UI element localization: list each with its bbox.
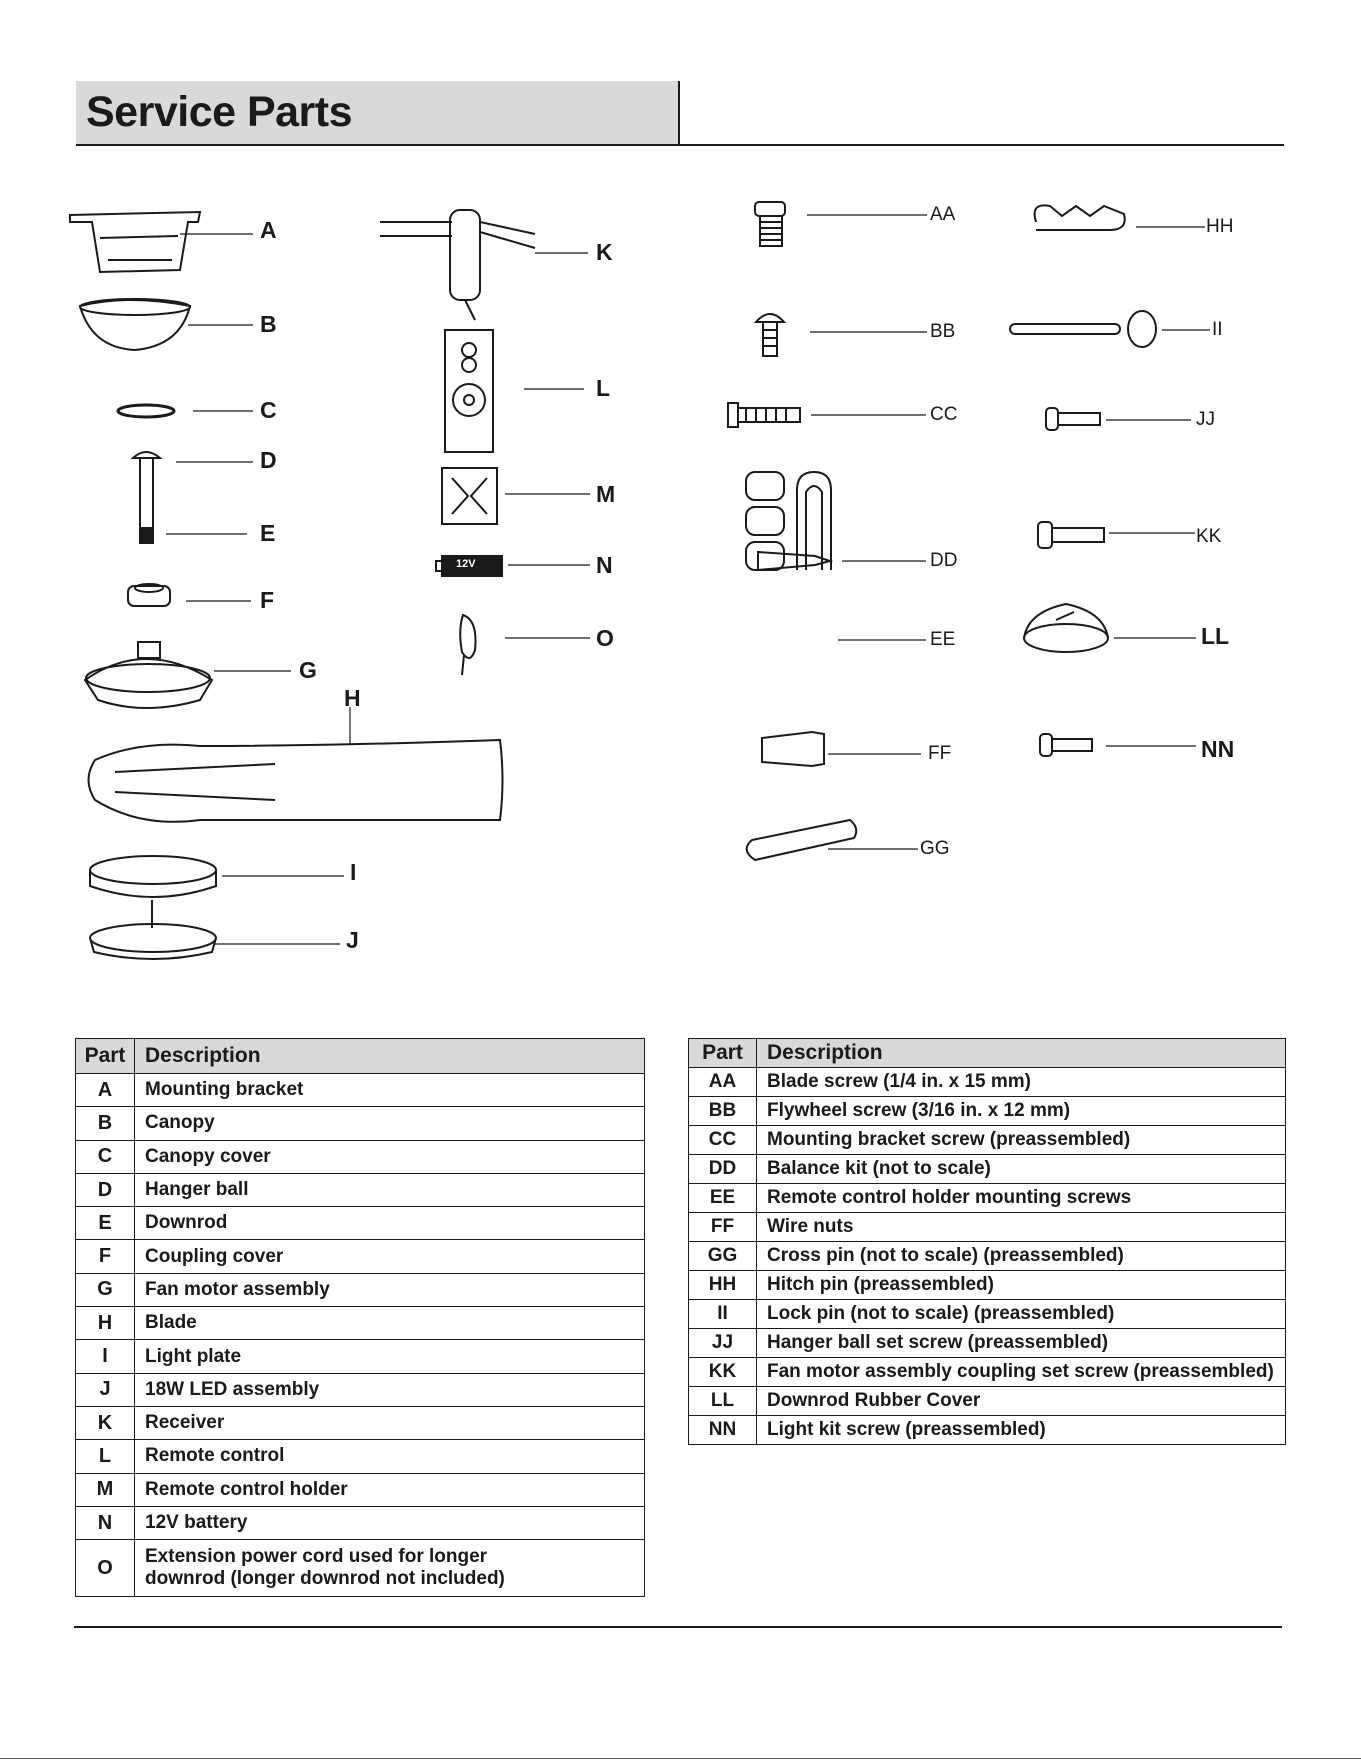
hanger-set-screw-drawing xyxy=(1046,408,1058,430)
table-row xyxy=(689,1068,1286,1097)
light-kit-screw-drawing xyxy=(1040,734,1052,756)
part-description: Mounting bracket screw (preassembled) xyxy=(757,1126,1286,1155)
label-A: A xyxy=(260,217,277,243)
header-part: Part xyxy=(689,1039,757,1068)
table-row xyxy=(689,1097,1286,1126)
fan-motor-drawing xyxy=(85,659,212,708)
parts-drawing xyxy=(0,160,1361,990)
label-DD: DD xyxy=(930,550,958,571)
part-code: CC xyxy=(689,1126,757,1155)
part-description-line2: downrod (longer downrod not included) xyxy=(145,1568,505,1590)
part-description: Cross pin (not to scale) (preassembled) xyxy=(757,1242,1286,1271)
part-code: II xyxy=(689,1300,757,1329)
part-code: LL xyxy=(689,1387,757,1416)
part-description: Downrod Rubber Cover xyxy=(757,1387,1286,1416)
part-description: Light plate xyxy=(135,1340,645,1373)
table-row xyxy=(689,1271,1286,1300)
label-I: I xyxy=(350,859,357,885)
table-row xyxy=(76,1373,645,1406)
table-header-row xyxy=(689,1039,1286,1068)
table-row xyxy=(76,1240,645,1273)
receiver-drawing xyxy=(450,210,480,300)
part-code: AA xyxy=(689,1068,757,1097)
rubber-cover-drawing xyxy=(1024,624,1108,652)
part-description: Receiver xyxy=(135,1406,645,1439)
part-code: N xyxy=(76,1506,135,1539)
table-row xyxy=(689,1300,1286,1329)
table-row xyxy=(76,1473,645,1506)
label-E: E xyxy=(260,520,276,546)
table-row xyxy=(689,1358,1286,1387)
part-code: H xyxy=(76,1307,135,1340)
label-K: K xyxy=(596,239,613,265)
mounting-bracket-drawing xyxy=(70,212,200,272)
part-description: Fan motor assembly coupling set screw (preassembled) xyxy=(757,1358,1286,1387)
lock-pin-drawing xyxy=(1010,324,1120,334)
coupling-set-screw-drawing xyxy=(1038,522,1052,548)
table-row xyxy=(689,1126,1286,1155)
table-row xyxy=(689,1213,1286,1242)
label-C: C xyxy=(260,397,277,423)
extension-cord-drawing xyxy=(460,615,475,675)
blade-screw-drawing xyxy=(755,202,785,216)
label-CC: CC xyxy=(930,404,958,425)
table-row xyxy=(76,1440,645,1473)
table-row xyxy=(76,1107,645,1140)
label-J: J xyxy=(346,927,359,953)
blade-drawing xyxy=(89,740,503,822)
part-description: Canopy xyxy=(135,1107,645,1140)
label-EE: EE xyxy=(930,629,956,650)
part-code: K xyxy=(76,1406,135,1439)
part-description: Mounting bracket xyxy=(135,1074,645,1107)
part-code: DD xyxy=(689,1155,757,1184)
part-description: Remote control xyxy=(135,1440,645,1473)
label-HH: HH xyxy=(1206,216,1234,237)
part-description: Light kit screw (preassembled) xyxy=(757,1416,1286,1445)
table-row xyxy=(689,1155,1286,1184)
part-code: G xyxy=(76,1273,135,1306)
canopy-drawing xyxy=(80,300,190,350)
table-row xyxy=(689,1242,1286,1271)
part-description: Balance kit (not to scale) xyxy=(757,1155,1286,1184)
part-description-line1: Extension power cord used for longer xyxy=(145,1546,488,1568)
part-code: FF xyxy=(689,1213,757,1242)
header-description: Description xyxy=(135,1039,645,1074)
part-code: JJ xyxy=(689,1329,757,1358)
label-AA: AA xyxy=(930,204,956,225)
hitch-pin-drawing xyxy=(1035,205,1125,230)
label-II: II xyxy=(1212,319,1223,340)
part-description: Hitch pin (preassembled) xyxy=(757,1271,1286,1300)
remote-control-drawing xyxy=(445,330,493,452)
label-G: G xyxy=(299,657,317,683)
table-row xyxy=(689,1387,1286,1416)
label-H: H xyxy=(344,685,361,711)
part-description: Blade xyxy=(135,1307,645,1340)
part-code: NN xyxy=(689,1416,757,1445)
balance-kit-drawing xyxy=(746,472,784,500)
part-description: Hanger ball set screw (preassembled) xyxy=(757,1329,1286,1358)
part-code: M xyxy=(76,1473,135,1506)
cross-pin-drawing xyxy=(747,820,857,860)
table-row xyxy=(76,1307,645,1340)
table-row xyxy=(76,1506,645,1539)
part-description: Downrod xyxy=(135,1207,645,1240)
part-description: 12V battery xyxy=(135,1506,645,1539)
footer-rule xyxy=(74,1626,1282,1628)
label-F: F xyxy=(260,587,275,613)
part-description: Remote control holder xyxy=(135,1473,645,1506)
part-description: Lock pin (not to scale) (preassembled) xyxy=(757,1300,1286,1329)
table-row xyxy=(76,1273,645,1306)
part-description: 18W LED assembly xyxy=(135,1373,645,1406)
light-plate-drawing xyxy=(90,856,216,884)
part-code: EE xyxy=(689,1184,757,1213)
receiver-wires xyxy=(380,222,535,248)
part-code: E xyxy=(76,1207,135,1240)
part-description: Blade screw (1/4 in. x 15 mm) xyxy=(757,1068,1286,1097)
part-description: Wire nuts xyxy=(757,1213,1286,1242)
label-JJ: JJ xyxy=(1196,409,1215,430)
part-description: Fan motor assembly xyxy=(135,1273,645,1306)
label-M: M xyxy=(596,481,616,507)
part-code: F xyxy=(76,1240,135,1273)
table-header-row xyxy=(76,1039,645,1074)
table-row xyxy=(76,1540,645,1597)
label-FF: FF xyxy=(928,743,952,764)
part-code: D xyxy=(76,1173,135,1206)
parts-table-left xyxy=(75,1038,645,1597)
label-KK: KK xyxy=(1196,526,1222,547)
part-description: Remote control holder mounting screws xyxy=(757,1184,1286,1213)
part-description: Hanger ball xyxy=(135,1173,645,1206)
table-row xyxy=(76,1340,645,1373)
part-code: C xyxy=(76,1140,135,1173)
part-description xyxy=(135,1540,645,1597)
header-rule xyxy=(76,144,1284,146)
part-code: A xyxy=(76,1074,135,1107)
page-bottom-edge xyxy=(0,1758,1361,1759)
label-GG: GG xyxy=(920,838,950,859)
part-code: HH xyxy=(689,1271,757,1300)
table-row xyxy=(76,1207,645,1240)
label-NN: NN xyxy=(1201,736,1235,762)
page-title: Service Parts xyxy=(86,88,353,136)
battery-label: 12V xyxy=(456,558,476,570)
bracket-screw-drawing xyxy=(728,403,738,427)
header-part: Part xyxy=(76,1039,135,1074)
part-description: Flywheel screw (3/16 in. x 12 mm) xyxy=(757,1097,1286,1126)
part-code: B xyxy=(76,1107,135,1140)
part-code: I xyxy=(76,1340,135,1373)
table-row xyxy=(689,1416,1286,1445)
table-row xyxy=(76,1406,645,1439)
label-BB: BB xyxy=(930,321,956,342)
part-code: BB xyxy=(689,1097,757,1126)
parts-table-right xyxy=(688,1038,1286,1445)
wire-nut-drawing xyxy=(762,732,824,766)
table-row xyxy=(689,1184,1286,1213)
holder-screw-drawing xyxy=(758,552,830,570)
parts-illustration xyxy=(0,160,1361,990)
part-code: GG xyxy=(689,1242,757,1271)
label-L: L xyxy=(596,375,611,401)
label-LL: LL xyxy=(1201,623,1230,649)
label-D: D xyxy=(260,447,277,473)
flywheel-screw-drawing xyxy=(756,314,784,322)
part-code: O xyxy=(76,1540,135,1597)
led-assembly-drawing xyxy=(90,924,216,952)
label-N: N xyxy=(596,552,613,578)
label-O: O xyxy=(596,625,614,651)
label-B: B xyxy=(260,311,277,337)
table-row xyxy=(76,1140,645,1173)
part-code: KK xyxy=(689,1358,757,1387)
table-row xyxy=(76,1074,645,1107)
table-row xyxy=(76,1173,645,1206)
part-description: Coupling cover xyxy=(135,1240,645,1273)
remote-holder-drawing xyxy=(442,468,497,524)
header-description: Description xyxy=(757,1039,1286,1068)
canopy-cover-drawing xyxy=(118,405,174,417)
table-row xyxy=(689,1329,1286,1358)
part-code: J xyxy=(76,1373,135,1406)
part-code: L xyxy=(76,1440,135,1473)
part-description: Canopy cover xyxy=(135,1140,645,1173)
